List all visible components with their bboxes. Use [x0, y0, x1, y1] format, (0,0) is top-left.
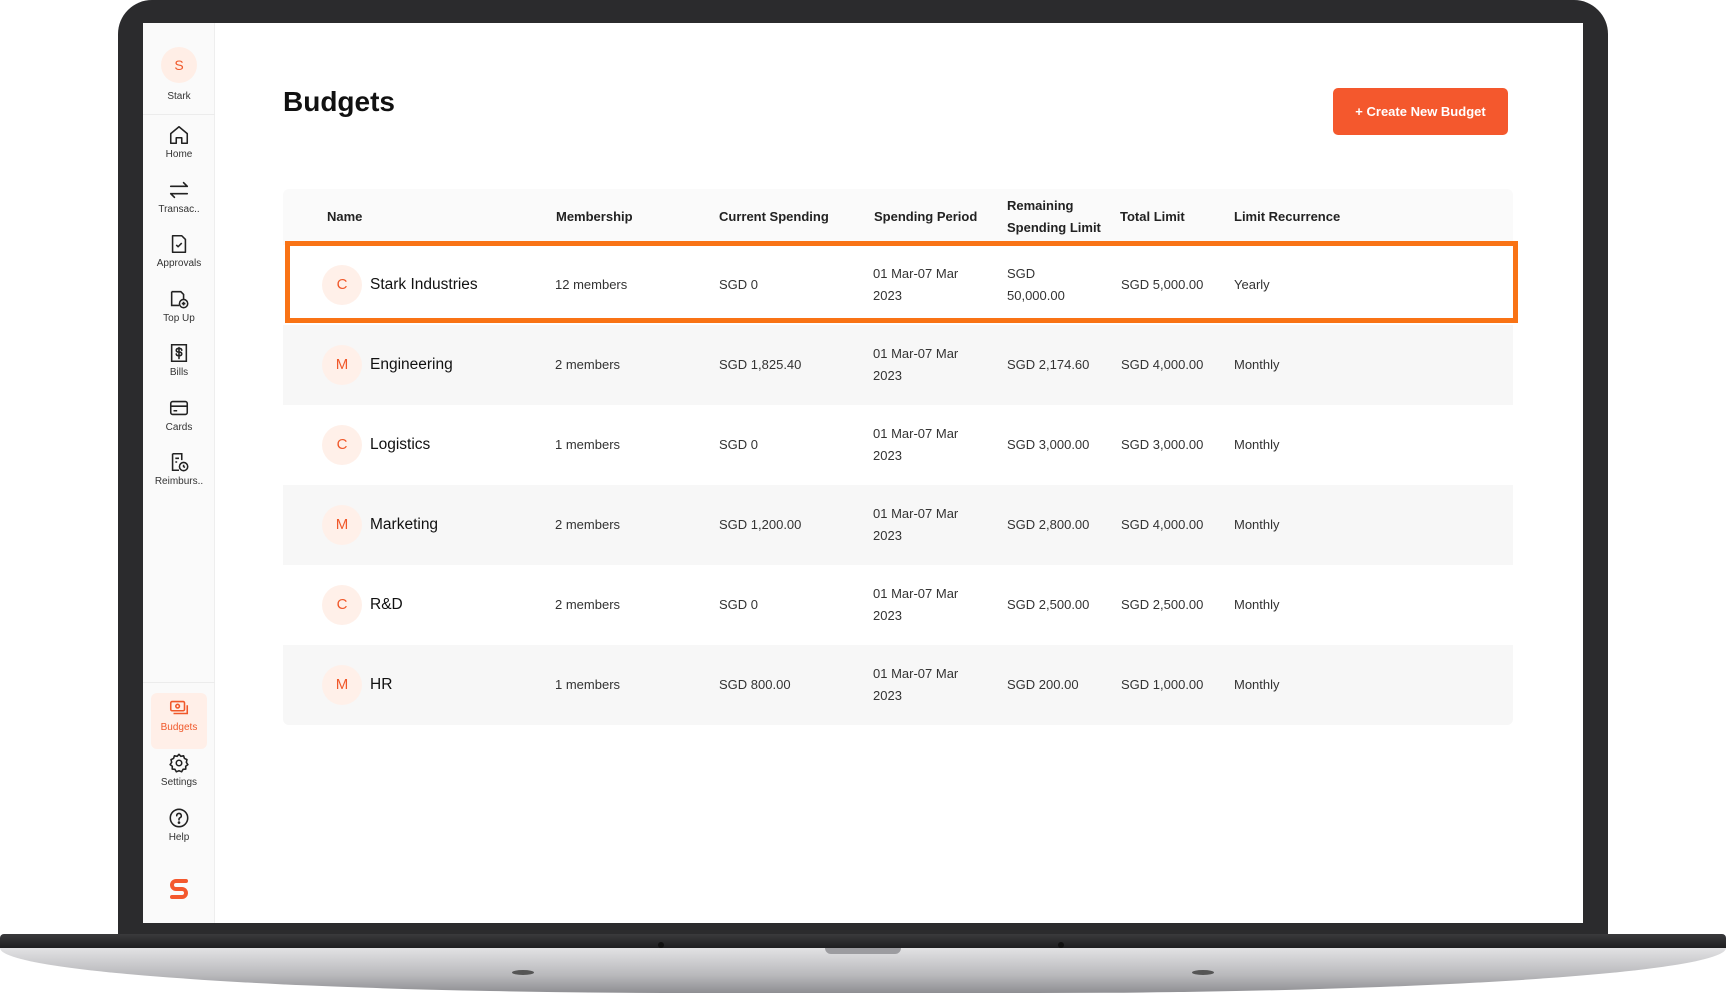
nav-item-help[interactable] [151, 803, 207, 859]
spending-period: 01 Mar-07 Mar 2023 [873, 346, 959, 383]
total-limit: SGD 4,000.00 [1121, 517, 1204, 532]
budget-avatar: C [322, 585, 362, 625]
table-row[interactable] [283, 645, 1513, 725]
bill-dollar-icon [151, 342, 207, 364]
sidebar [143, 23, 215, 923]
membership: 2 members [555, 597, 621, 612]
app-screen [143, 23, 1583, 923]
budget-name: Stark Industries [370, 276, 478, 293]
remaining-spending-limit: SGD 3,000.00 [1007, 437, 1090, 452]
current-spending: SGD 800.00 [719, 677, 791, 692]
nav-label: Approvals [156, 258, 202, 269]
column-header-limit-recurrence[interactable]: Limit Recurrence [1234, 209, 1341, 224]
page-title: Budgets [283, 86, 395, 117]
remaining-spending-limit: SGD 2,500.00 [1007, 597, 1090, 612]
budget-avatar: M [322, 505, 362, 545]
receipt-clock-icon [151, 451, 207, 473]
nav-item-cards[interactable] [151, 393, 207, 449]
create-new-budget-button[interactable]: + Create New Budget [1333, 88, 1508, 135]
remaining-spending-limit: SGD 2,174.60 [1007, 357, 1090, 372]
credit-card-icon [151, 397, 207, 419]
membership: 1 members [555, 677, 621, 692]
budget-avatar: M [322, 665, 362, 705]
limit-recurrence: Monthly [1234, 677, 1280, 692]
current-spending: SGD 1,200.00 [719, 517, 802, 532]
column-header-name[interactable]: Name [327, 209, 363, 224]
budget-icon [151, 697, 207, 719]
budget-name: Logistics [370, 436, 431, 453]
table-row[interactable] [283, 325, 1513, 405]
spending-period: 01 Mar-07 Mar 2023 [873, 506, 959, 543]
nav-label: Cards [165, 422, 193, 433]
column-header-current-spending[interactable]: Current Spending [719, 209, 829, 224]
budget-name: R&D [370, 596, 403, 613]
budget-avatar: C [322, 265, 362, 305]
nav-label: Home [165, 149, 193, 160]
membership: 2 members [555, 517, 621, 532]
laptop-base [0, 948, 1726, 993]
spending-period: 01 Mar-07 Mar 2023 [873, 426, 959, 463]
budget-name: Engineering [370, 356, 453, 373]
nav-item-budgets[interactable] [151, 693, 207, 749]
document-check-icon [151, 233, 207, 255]
nav-label: Settings [160, 777, 198, 788]
nav-label: Bills [169, 367, 189, 378]
help-circle-icon [151, 807, 207, 829]
laptop-foot [1192, 970, 1214, 975]
budget-avatar: C [322, 425, 362, 465]
home-icon [151, 124, 207, 146]
laptop-foot [512, 970, 534, 975]
gear-icon [151, 752, 207, 774]
workspace-label: Stark [167, 91, 191, 102]
table-row[interactable] [283, 485, 1513, 565]
spending-period: 01 Mar-07 Mar 2023 [873, 266, 959, 303]
table-row[interactable] [283, 245, 1513, 325]
wallet-plus-icon [151, 288, 207, 310]
budget-avatar: M [322, 345, 362, 385]
nav-item-home[interactable] [151, 120, 207, 176]
budget-name: Marketing [370, 516, 439, 533]
total-limit: SGD 4,000.00 [1121, 357, 1204, 372]
table-row[interactable] [283, 405, 1513, 485]
divider [143, 682, 215, 683]
current-spending: SGD 0 [719, 597, 759, 612]
transfer-arrows-icon [151, 179, 207, 201]
current-spending: SGD 1,825.40 [719, 357, 802, 372]
limit-recurrence: Monthly [1234, 357, 1280, 372]
current-spending: SGD 0 [719, 437, 759, 452]
total-limit: SGD 3,000.00 [1121, 437, 1204, 452]
nav-label: Transac.. [158, 204, 200, 215]
remaining-spending-limit: SGD 200.00 [1007, 677, 1079, 692]
brand-s-logo [167, 876, 191, 907]
limit-recurrence: Yearly [1234, 277, 1270, 292]
membership: 12 members [555, 277, 628, 292]
column-header-total-limit[interactable]: Total Limit [1120, 209, 1185, 224]
nav-label: Budgets [160, 722, 198, 733]
column-header-spending-period[interactable]: Spending Period [874, 209, 978, 224]
total-limit: SGD 2,500.00 [1121, 597, 1204, 612]
limit-recurrence: Monthly [1234, 437, 1280, 452]
nav-label: Help [168, 832, 190, 843]
current-spending: SGD 0 [719, 277, 759, 292]
limit-recurrence: Monthly [1234, 597, 1280, 612]
budget-name: HR [370, 676, 393, 693]
total-limit: SGD 5,000.00 [1121, 277, 1204, 292]
spending-period: 01 Mar-07 Mar 2023 [873, 586, 959, 623]
nav-label: Top Up [163, 313, 195, 324]
nav-item-settings[interactable] [151, 748, 207, 804]
workspace-avatar: S [161, 47, 197, 83]
membership: 2 members [555, 357, 621, 372]
nav-item-approvals[interactable] [151, 229, 207, 285]
table-header [283, 189, 1513, 245]
nav-item-top-up[interactable] [151, 284, 207, 340]
nav-item-transactions[interactable] [151, 175, 207, 231]
membership: 1 members [555, 437, 621, 452]
laptop-notch [825, 948, 901, 954]
nav-item-bills[interactable] [151, 338, 207, 394]
divider [143, 114, 215, 115]
workspace-switcher[interactable] [143, 47, 215, 102]
remaining-spending-limit: SGD 50,000.00 [1007, 266, 1065, 303]
hinge-dot [658, 942, 664, 948]
table-row[interactable] [283, 565, 1513, 645]
spending-period: 01 Mar-07 Mar 2023 [873, 666, 959, 703]
limit-recurrence: Monthly [1234, 517, 1280, 532]
hinge-dot [1058, 942, 1064, 948]
column-header-membership[interactable]: Membership [556, 209, 633, 224]
total-limit: SGD 1,000.00 [1121, 677, 1204, 692]
remaining-spending-limit: SGD 2,800.00 [1007, 517, 1090, 532]
nav-label: Reimburs.. [154, 476, 204, 487]
laptop-hinge [0, 934, 1726, 948]
column-header-remaining-spending-limit[interactable]: Remaining Spending Limit [1007, 198, 1101, 235]
nav-item-reimbursements[interactable] [151, 447, 207, 503]
budgets-table [283, 189, 1513, 725]
